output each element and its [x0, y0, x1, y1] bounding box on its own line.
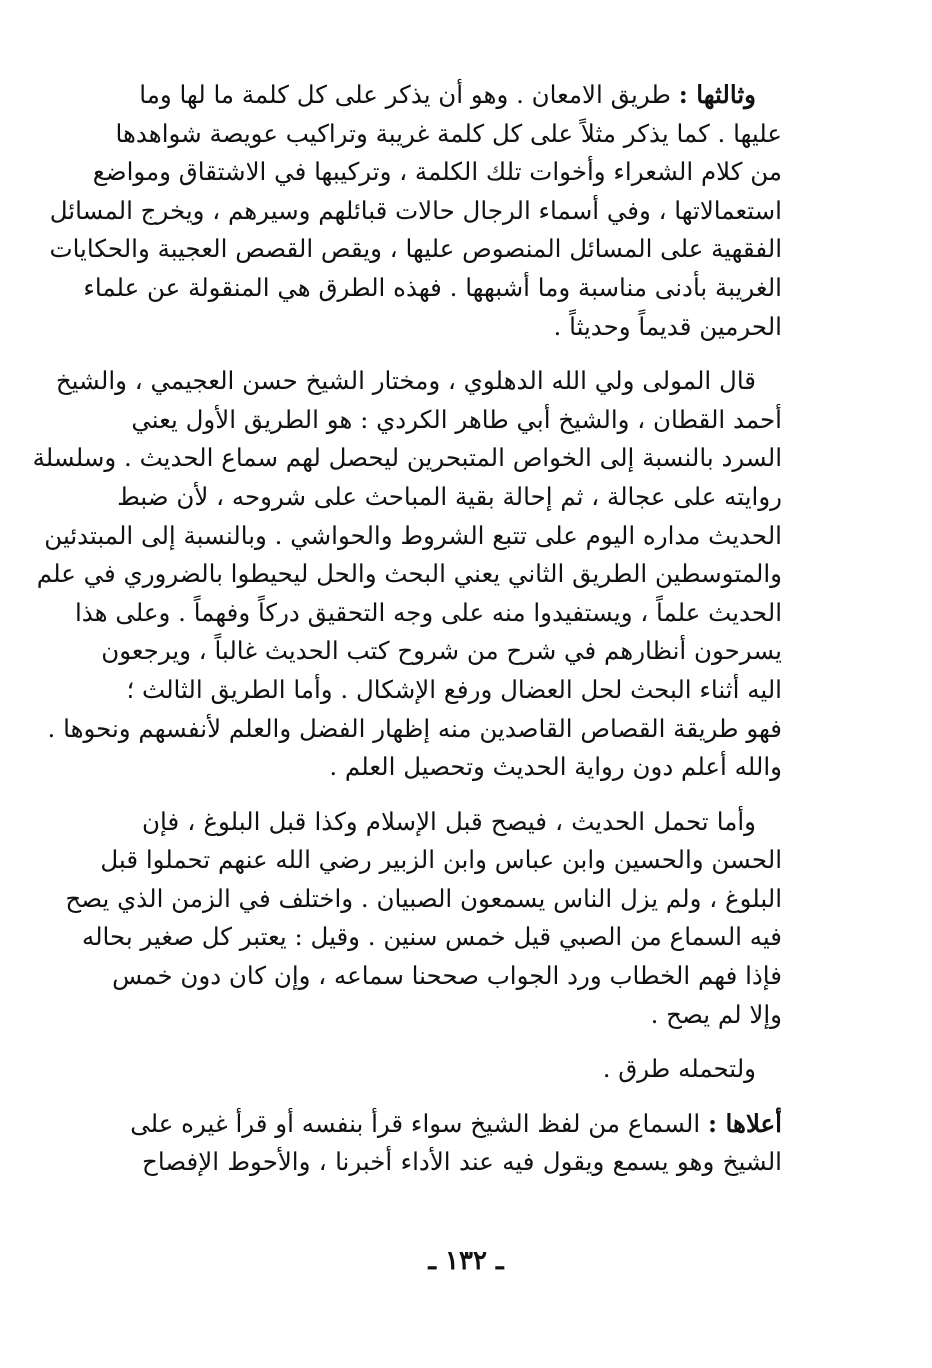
text-line: فإذا فهم الخطاب ورد الجواب صححنا سماعه ، وإن كان دون خمس: [112, 961, 782, 991]
text-line: والله أعلم دون رواية الحديث وتحصيل العلم .: [329, 752, 782, 782]
text-line: [130, 1105, 782, 1144]
text-line: الشيخ وهو يسمع ويقول فيه عند الأداء أخبرنا ، والأحوط الإفصاح: [142, 1147, 782, 1177]
paragraph-gap: [142, 1089, 782, 1105]
text-line: وأما تحمل الحديث ، فيصح قبل الإسلام وكذا قبل البلوغ ، فإن: [142, 806, 756, 836]
section-lead-word: أعلاها :: [707, 1108, 782, 1138]
line-text: السماع من لفظ الشيخ سواء قرأ بنفسه أو قرأ غيره على: [130, 1108, 708, 1138]
text-line: الحرمين قديماً وحديثاً .: [553, 311, 782, 341]
text-line: الفقهية على المسائل المنصوص عليها ، ويقص القصص العجيبة والحكايات: [49, 234, 782, 264]
page-number: ـ ١٣٢ ـ: [428, 1246, 504, 1276]
text-line: استعمالاتها ، وفي أسماء الرجال حالات قبائلهم وسيرهم ، ويخرج المسائل: [49, 195, 782, 225]
paragraph-gap: [142, 346, 782, 362]
text-line: والمتوسطين الطريق الثاني يعني البحث والحل ليحيطوا بالضروري في علم: [36, 559, 782, 589]
text-line: عليها . كما يذكر مثلاً على كل كلمة غريبة وتراكيب عويصة شواهدها: [115, 118, 782, 148]
paragraph-gap: [142, 1034, 782, 1050]
text-line: فيه السماع من الصبي قيل خمس سنين . وقيل : يعتبر كل صغير بحاله: [81, 922, 782, 952]
text-line: روايته على عجالة ، ثم إحالة بقية المباحث على شروحه ، لأن ضبط: [117, 481, 782, 511]
body-text: [32, 76, 782, 1182]
text-line: فهو طريقة القصاص القاصدين منه إظهار الفضل والعلم لأنفسهم ونحوها .: [47, 713, 782, 743]
text-line: قال المولى ولي الله الدهلوي ، ومختار الشيخ حسن العجيمي ، والشيخ: [55, 366, 756, 396]
text-line: من كلام الشعراء وأخوات تلك الكلمة ، وتركيبها في الاشتقاق ومواضع: [92, 157, 782, 187]
text-line: الغريبة بأدنى مناسبة وما أشبهها . فهذه الطرق هي المنقولة عن علماء: [83, 272, 782, 302]
text-line: اليه أثناء البحث لحل العضال ورفع الإشكال . وأما الطريق الثالث ؛: [126, 674, 782, 704]
text-line: ولتحمله طرق .: [602, 1054, 756, 1084]
paragraph-gap: [142, 787, 782, 803]
text-line: أحمد القطان ، والشيخ أبي طاهر الكردي : هو الطريق الأول يعني: [131, 404, 782, 434]
text-line: البلوغ ، ولم يزل الناس يسمعون الصبيان . واختلف في الزمن الذي يصح: [65, 883, 782, 913]
text-line: [139, 76, 782, 115]
text-line: السرد بالنسبة إلى الخواص المتبحرين ليحصل لهم سماع الحديث . وسلسلة: [32, 443, 782, 473]
section-lead-word: وثالثها :: [678, 80, 756, 109]
text-line: الحديث علماً ، ويستفيدوا منه على وجه التحقيق دركاً وفهماً . وعلى هذا: [74, 597, 782, 627]
line-text: طريق الامعان . وهو أن يذكر على كل كلمة ما لها وما: [139, 80, 679, 109]
text-line: وإلا لم يصح .: [650, 999, 782, 1029]
text-line: الحسن والحسين وابن عباس وابن الزبير رضي الله عنهم تحملوا قبل: [100, 845, 782, 875]
text-line: يسرحون أنظارهم في شرح من شروح كتب الحديث غالباً ، ويرجعون: [101, 636, 782, 666]
text-line: الحديث مداره اليوم على تتبع الشروط والحواشي . وبالنسبة إلى المبتدئين: [44, 520, 782, 550]
